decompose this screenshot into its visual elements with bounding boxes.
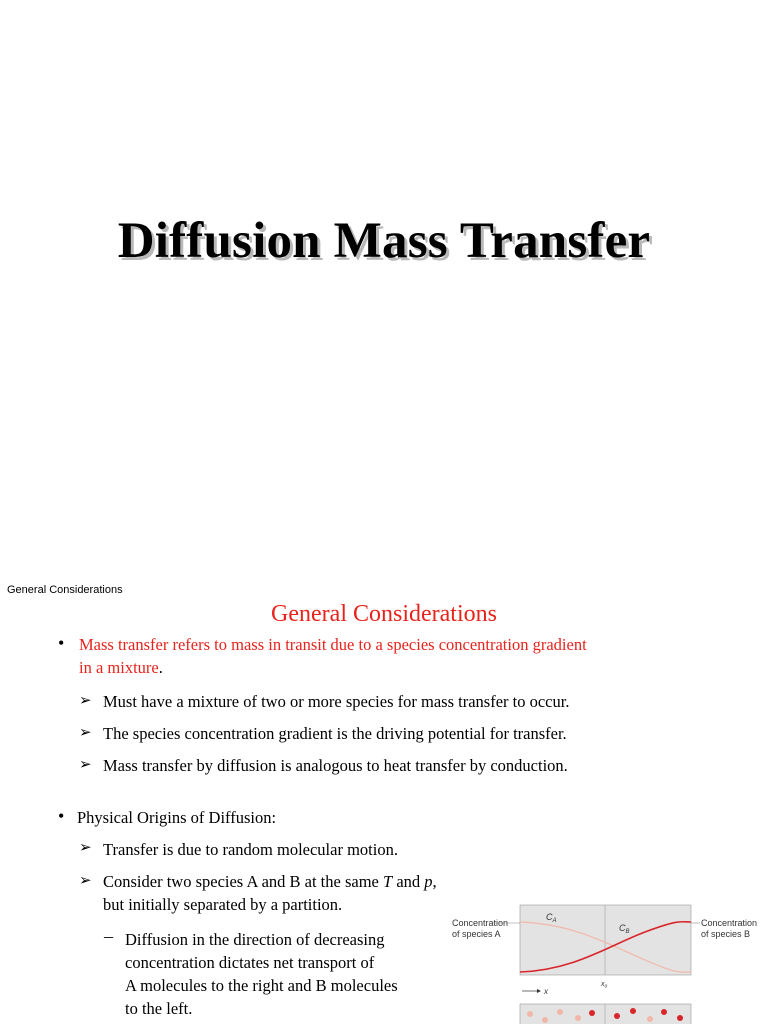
arrow-bullet-icon: ➢ — [79, 725, 92, 741]
cb-label: $C_B$ — [619, 923, 630, 935]
arrow-bullet-icon: ➢ — [79, 873, 92, 889]
origins-point-2-line-2: but initially separated by a partition. — [103, 895, 343, 914]
dash-line-4: to the left. — [125, 999, 193, 1018]
dash-line-1: Diffusion in the direction of decreasing — [125, 930, 385, 949]
origins-heading: Physical Origins of Diffusion: — [77, 808, 277, 827]
arrow-bullet-icon: ➢ — [79, 693, 92, 709]
temperature-symbol: T — [383, 872, 393, 891]
species-b-label-line-1: Concentration — [701, 918, 758, 928]
origins-point-1: Transfer is due to random molecular motion. — [103, 840, 398, 859]
intro-line-2-period: . — [158, 658, 163, 677]
bullet-dot: • — [58, 633, 65, 653]
x0-label: $x_o$ — [601, 981, 608, 990]
origins-point-2-and: and — [396, 872, 421, 891]
sub-point-3: Mass transfer by diffusion is analogous to heat transfer by conduction. — [103, 756, 568, 775]
x-axis-arrowhead — [537, 989, 541, 993]
origins-point-2-comma: , — [432, 872, 437, 891]
pressure-symbol: p — [424, 872, 433, 891]
dash-bullet: – — [104, 926, 113, 946]
dash-line-3: A molecules to the right and B molecules — [125, 976, 398, 995]
species-a-label-line-1: Concentration — [452, 918, 509, 928]
sub-point-2: The species concentration gradient is the driving potential for transfer. — [103, 724, 567, 743]
origins-point-2-text: Consider two species A and B at the same — [103, 872, 379, 891]
x-axis-label: x — [544, 987, 548, 996]
intro-line-1: Mass transfer refers to mass in transit due to a species concentration gradient — [79, 635, 587, 654]
arrow-bullet-icon: ➢ — [79, 757, 92, 773]
sub-point-1: Must have a mixture of two or more species for mass transfer to occur. — [103, 692, 570, 711]
arrow-bullet-icon: ➢ — [79, 840, 92, 856]
ca-label: $C_A$ — [546, 912, 557, 924]
bullet-dot: • — [58, 806, 65, 826]
species-b-label-line-2: of species B — [701, 929, 751, 939]
slide-title: Diffusion Mass Transfer — [117, 213, 651, 269]
species-a-label-line-2: of species A — [452, 929, 501, 939]
intro-line-2-text: in a mixture — [79, 658, 159, 677]
running-head: General Considerations — [7, 584, 123, 596]
section-title: General Considerations — [271, 601, 497, 627]
dash-line-2: concentration dictates net transport of — [125, 953, 375, 972]
